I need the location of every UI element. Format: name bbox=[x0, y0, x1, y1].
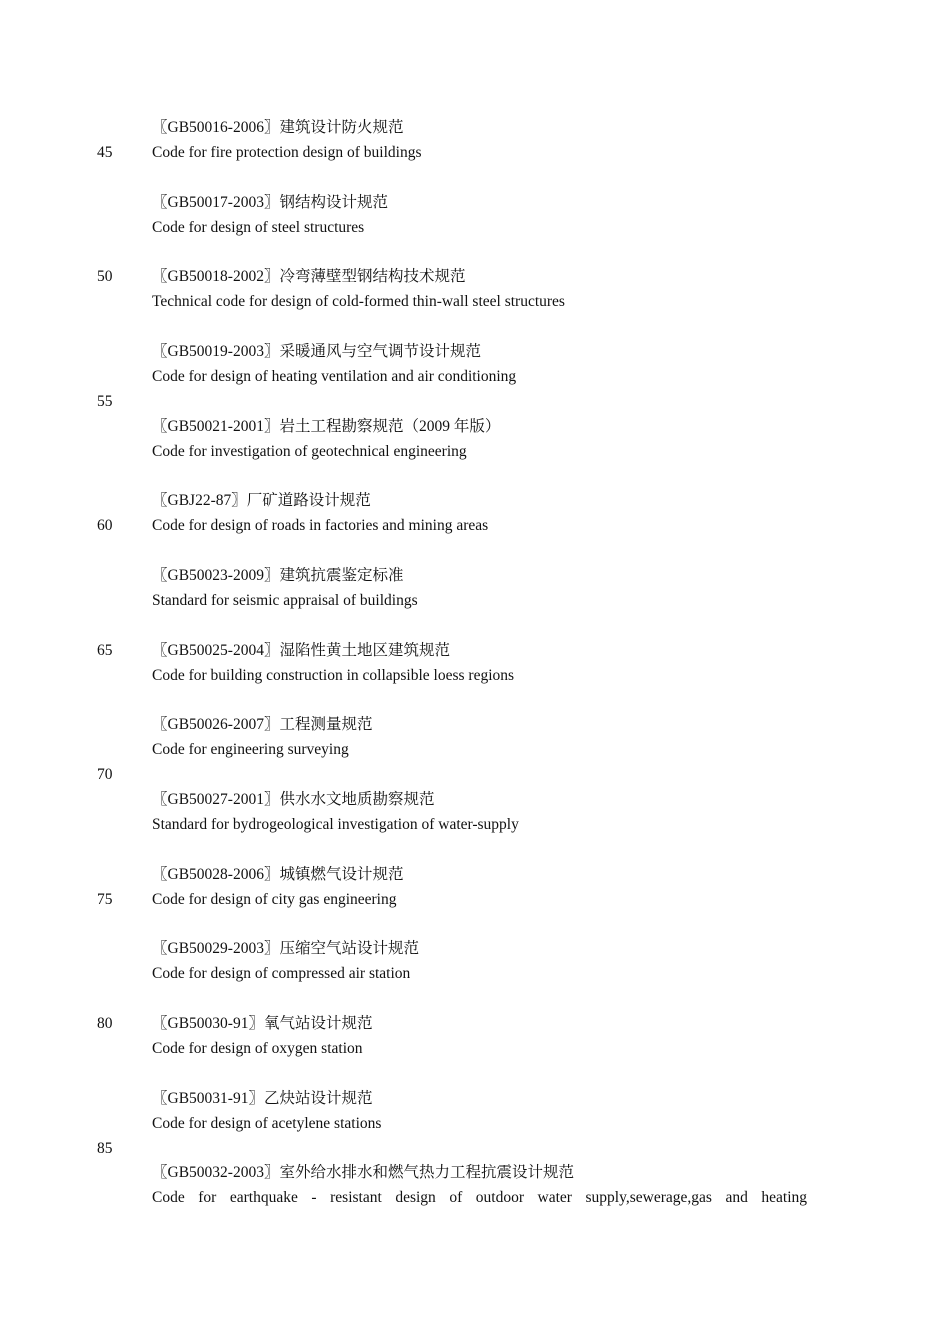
line-number: 50 bbox=[97, 268, 113, 285]
standard-entry bbox=[152, 791, 812, 834]
standard-entry bbox=[152, 268, 812, 311]
standard-code-title: 〖GB50026-2007〗工程测量规范 bbox=[152, 716, 373, 733]
standard-english-title: Code for design of compressed air station bbox=[152, 965, 411, 982]
line-number: 60 bbox=[97, 517, 113, 534]
standard-english-title: Code for design of steel structures bbox=[152, 219, 365, 236]
standard-code-title: 〖GB50029-2003〗压缩空气站设计规范 bbox=[152, 940, 419, 957]
standard-code-title: 〖GB50027-2001〗供水水文地质勘察规范 bbox=[152, 791, 435, 808]
standard-entry bbox=[152, 194, 812, 237]
standard-code-title: 〖GB50032-2003〗室外给水排水和燃气热力工程抗震设计规范 bbox=[152, 1164, 574, 1181]
standard-code-title: 〖GB50019-2003〗采暖通风与空气调节设计规范 bbox=[152, 343, 481, 360]
line-number: 65 bbox=[97, 642, 113, 659]
standard-entry bbox=[152, 119, 812, 162]
standard-english-title: Code for investigation of geotechnical engineering bbox=[152, 443, 467, 460]
standard-entry bbox=[152, 940, 812, 983]
standard-code-title: 〖GB50025-2004〗湿陷性黄土地区建筑规范 bbox=[152, 642, 450, 659]
standard-english-title: Technical code for design of cold-formed thin-wall steel structures bbox=[152, 293, 565, 310]
standard-entry bbox=[152, 1164, 812, 1207]
line-number: 70 bbox=[97, 766, 113, 783]
standard-english-title: Code for fire protection design of buildings bbox=[152, 144, 422, 161]
standard-code-title: 〖GB50016-2006〗建筑设计防火规范 bbox=[152, 119, 404, 136]
standard-entry bbox=[152, 567, 812, 610]
standard-code-title: 〖GB50030-91〗氧气站设计规范 bbox=[152, 1015, 373, 1032]
standard-code-title: 〖GB50017-2003〗钢结构设计规范 bbox=[152, 194, 388, 211]
standard-english-title: Code for engineering surveying bbox=[152, 741, 349, 758]
standard-english-title: Code for design of heating ventilation and air conditioning bbox=[152, 368, 517, 385]
standard-english-title: Code for design of acetylene stations bbox=[152, 1115, 382, 1132]
line-number: 85 bbox=[97, 1140, 113, 1157]
standard-english-title: Code for design of roads in factories and mining areas bbox=[152, 517, 489, 534]
standard-entry bbox=[152, 343, 812, 386]
standard-code-title: 〖GB50018-2002〗冷弯薄壁型钢结构技术规范 bbox=[152, 268, 466, 285]
line-number: 45 bbox=[97, 144, 113, 161]
standard-code-title: 〖GB50028-2006〗城镇燃气设计规范 bbox=[152, 866, 404, 883]
standard-english-title: Standard for bydrogeological investigation of water-supply bbox=[152, 816, 519, 833]
standard-code-title: 〖GBJ22-87〗厂矿道路设计规范 bbox=[152, 492, 371, 509]
line-number: 75 bbox=[97, 891, 113, 908]
standard-english-title: Code for building construction in collapsible loess regions bbox=[152, 667, 515, 684]
line-number: 80 bbox=[97, 1015, 113, 1032]
standard-entry bbox=[152, 642, 812, 685]
standard-english-title: Code for earthquake - resistant design of outdoor water supply,sewerage,gas and heating bbox=[152, 1189, 807, 1206]
standard-english-title: Standard for seismic appraisal of buildings bbox=[152, 592, 418, 609]
standard-entry bbox=[152, 492, 812, 535]
standard-code-title: 〖GB50031-91〗乙炔站设计规范 bbox=[152, 1090, 373, 1107]
line-number: 55 bbox=[97, 393, 113, 410]
standard-entry bbox=[152, 1015, 812, 1058]
standard-english-title: Code for design of city gas engineering bbox=[152, 891, 397, 908]
standard-code-title: 〖GB50021-2001〗岩土工程勘察规范（2009 年版） bbox=[152, 418, 501, 435]
standard-english-title: Code for design of oxygen station bbox=[152, 1040, 363, 1057]
standard-entry bbox=[152, 418, 812, 461]
standard-code-title: 〖GB50023-2009〗建筑抗震鉴定标准 bbox=[152, 567, 404, 584]
standard-entry bbox=[152, 1090, 812, 1133]
standard-entry bbox=[152, 716, 812, 759]
standard-entry bbox=[152, 866, 812, 909]
